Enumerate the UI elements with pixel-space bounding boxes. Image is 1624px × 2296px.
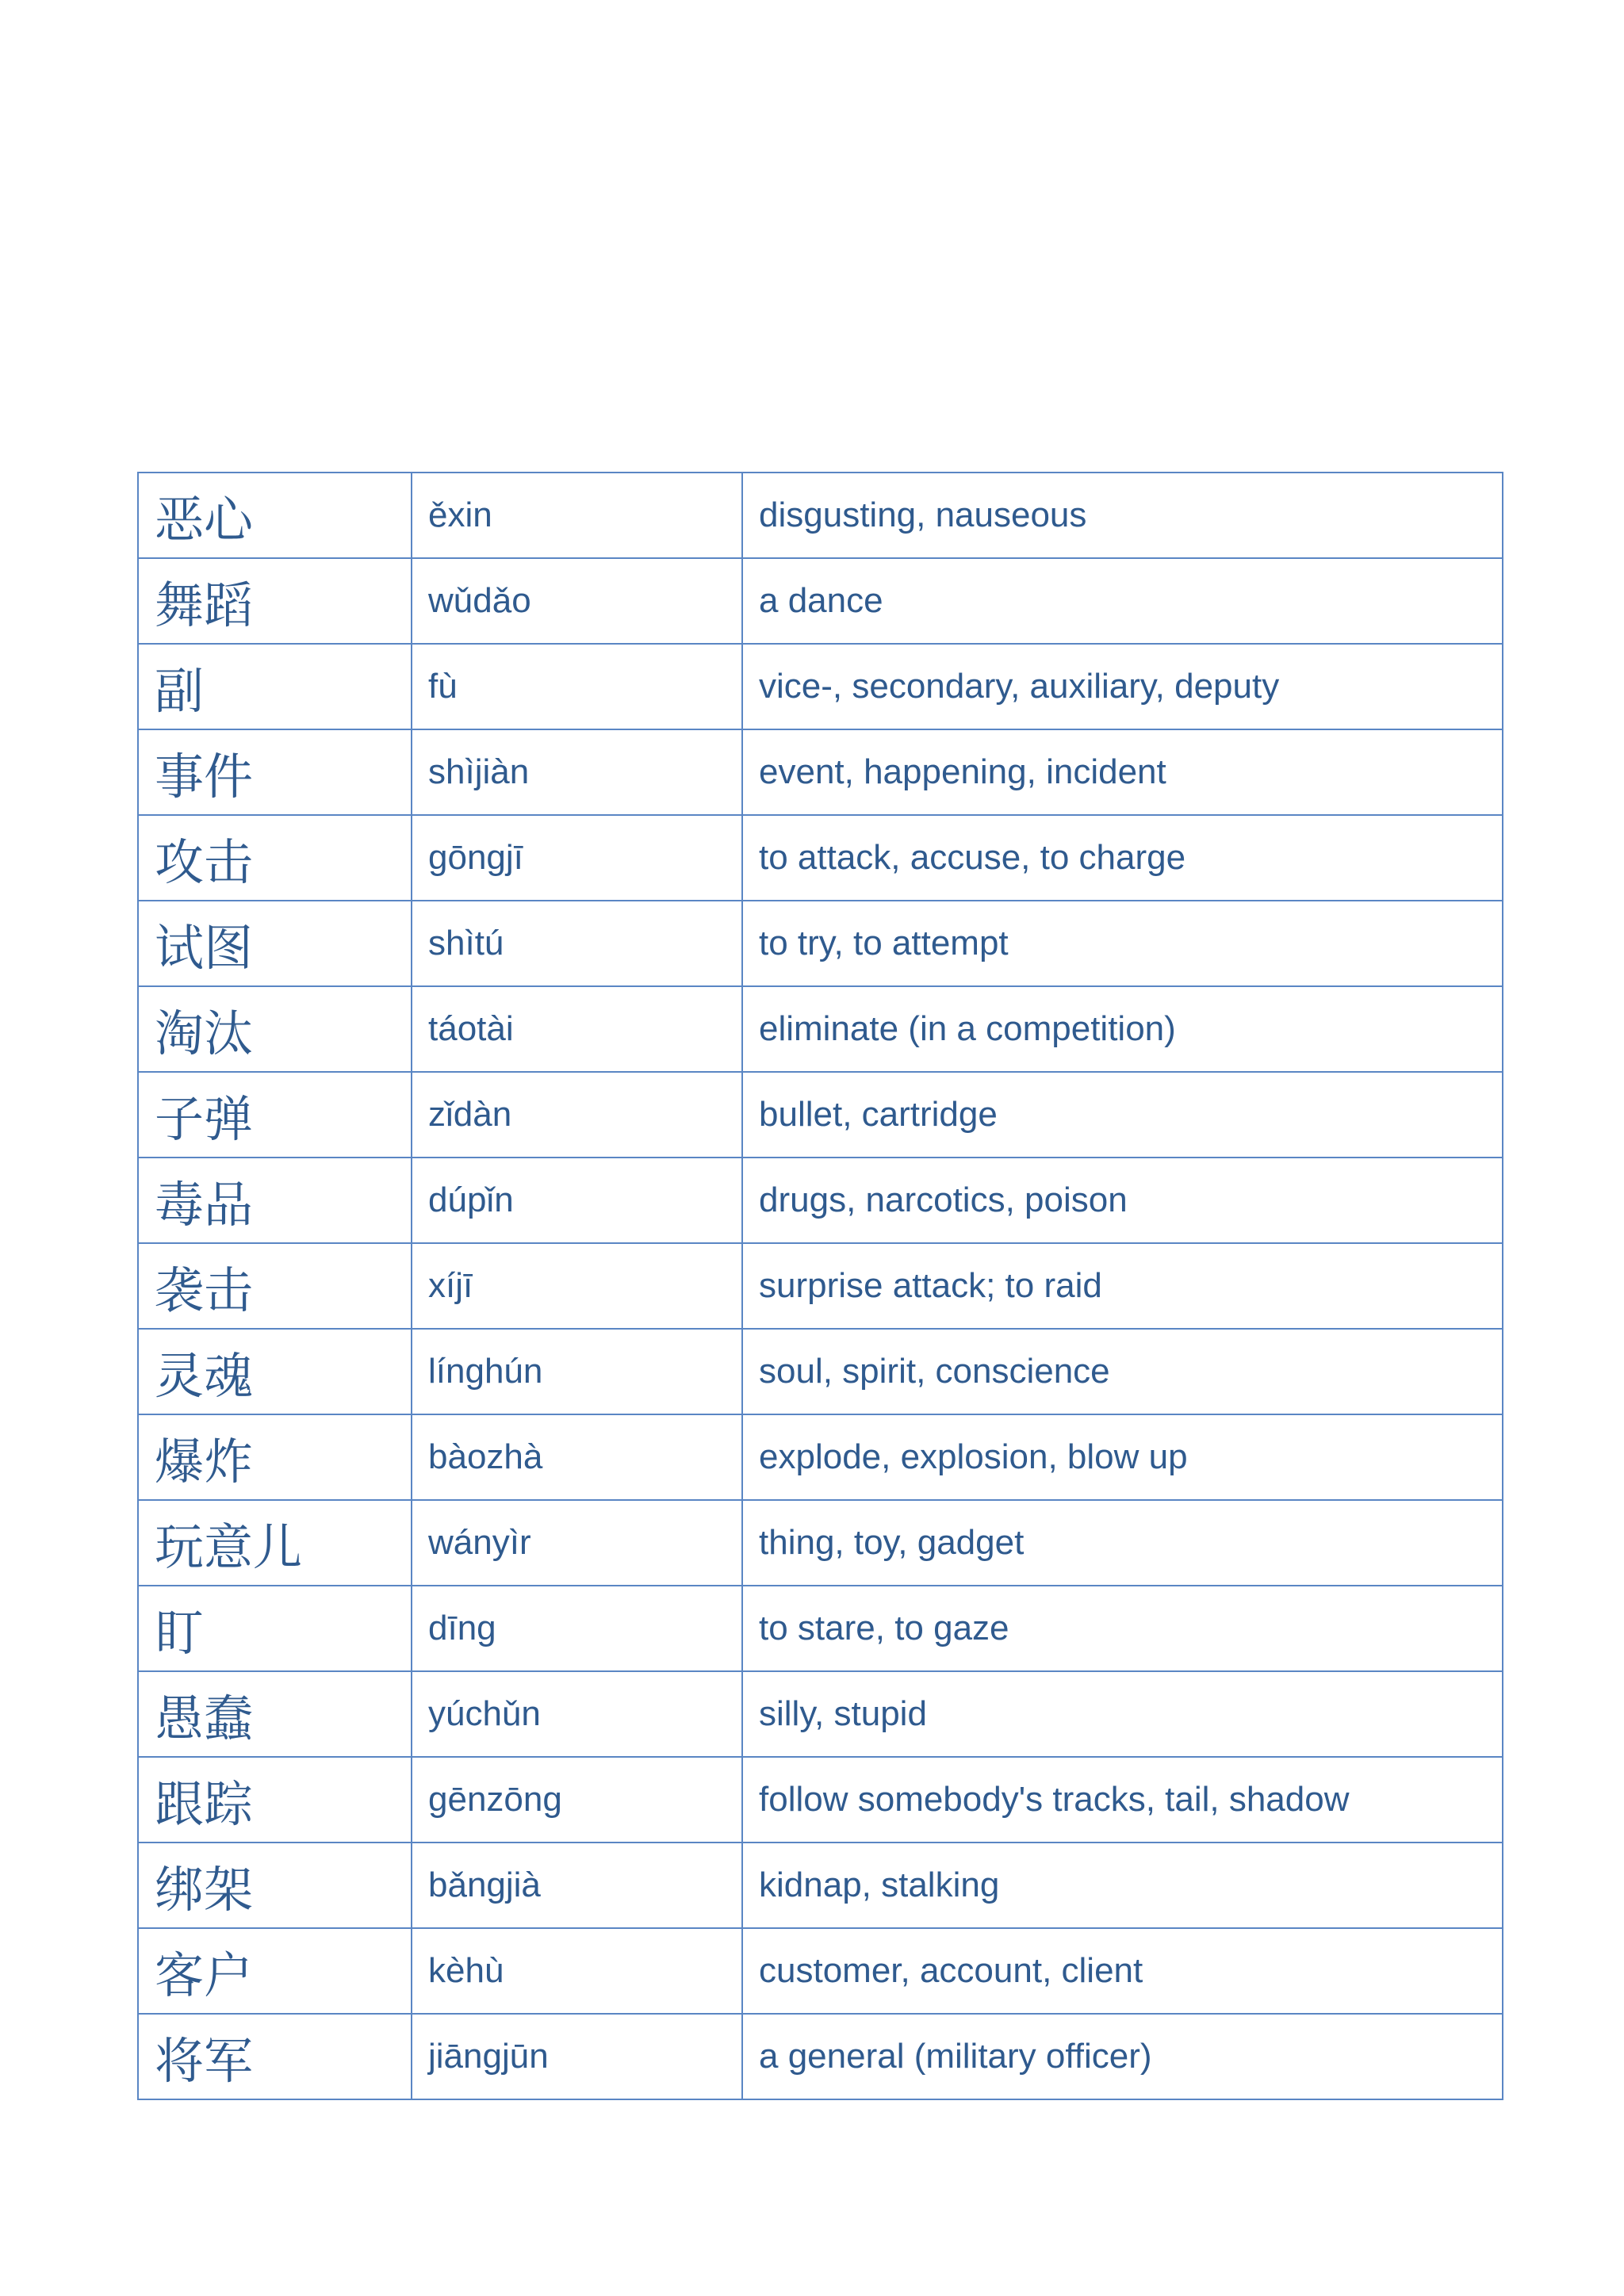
vocab-row (138, 644, 1503, 729)
vocab-row (138, 1329, 1503, 1414)
hanzi-cell: 愚蠢 (138, 1671, 412, 1757)
vocab-row (138, 1928, 1503, 2014)
pinyin-cell: dīng (412, 1586, 742, 1671)
english-cell: vice-, secondary, auxiliary, deputy (742, 644, 1503, 729)
hanzi-cell: 盯 (138, 1586, 412, 1671)
hanzi-cell: 舞蹈 (138, 558, 412, 644)
pinyin-cell: táotài (412, 986, 742, 1072)
pinyin-cell: dúpǐn (412, 1158, 742, 1243)
pinyin-cell: kèhù (412, 1928, 742, 2014)
hanzi-cell: 恶心 (138, 473, 412, 558)
pinyin-cell: shìjiàn (412, 729, 742, 815)
pinyin-cell: jiāngjūn (412, 2014, 742, 2099)
english-cell: to try, to attempt (742, 901, 1503, 986)
pinyin-cell: wǔdǎo (412, 558, 742, 644)
english-cell: kidnap, stalking (742, 1843, 1503, 1928)
english-cell: customer, account, client (742, 1928, 1503, 2014)
hanzi-cell: 袭击 (138, 1243, 412, 1329)
pinyin-cell: zǐdàn (412, 1072, 742, 1158)
english-cell: soul, spirit, conscience (742, 1329, 1503, 1414)
hanzi-cell: 爆炸 (138, 1414, 412, 1500)
english-cell: disgusting, nauseous (742, 473, 1503, 558)
pinyin-cell: xíjī (412, 1243, 742, 1329)
vocab-row (138, 815, 1503, 901)
english-cell: silly, stupid (742, 1671, 1503, 1757)
english-cell: surprise attack; to raid (742, 1243, 1503, 1329)
pinyin-cell: gōngjī (412, 815, 742, 901)
english-cell: drugs, narcotics, poison (742, 1158, 1503, 1243)
hanzi-cell: 试图 (138, 901, 412, 986)
english-cell: bullet, cartridge (742, 1072, 1503, 1158)
pinyin-cell: ěxin (412, 473, 742, 558)
vocabulary-table (137, 472, 1503, 2100)
hanzi-cell: 毒品 (138, 1158, 412, 1243)
pinyin-cell: gēnzōng (412, 1757, 742, 1843)
vocab-row (138, 1072, 1503, 1158)
vocab-row (138, 1414, 1503, 1500)
english-cell: a dance (742, 558, 1503, 644)
vocab-row (138, 1757, 1503, 1843)
hanzi-cell: 客户 (138, 1928, 412, 2014)
vocab-row (138, 558, 1503, 644)
english-cell: a general (military officer) (742, 2014, 1503, 2099)
english-cell: eliminate (in a competition) (742, 986, 1503, 1072)
hanzi-cell: 绑架 (138, 1843, 412, 1928)
english-cell: thing, toy, gadget (742, 1500, 1503, 1586)
vocab-row (138, 729, 1503, 815)
vocab-row (138, 473, 1503, 558)
hanzi-cell: 将军 (138, 2014, 412, 2099)
vocab-row (138, 986, 1503, 1072)
hanzi-cell: 子弹 (138, 1072, 412, 1158)
hanzi-cell: 副 (138, 644, 412, 729)
hanzi-cell: 跟踪 (138, 1757, 412, 1843)
pinyin-cell: línghún (412, 1329, 742, 1414)
vocab-row (138, 1586, 1503, 1671)
hanzi-cell: 淘汰 (138, 986, 412, 1072)
english-cell: event, happening, incident (742, 729, 1503, 815)
hanzi-cell: 玩意儿 (138, 1500, 412, 1586)
vocab-row (138, 1843, 1503, 1928)
pinyin-cell: bǎngjià (412, 1843, 742, 1928)
hanzi-cell: 攻击 (138, 815, 412, 901)
vocab-row (138, 901, 1503, 986)
english-cell: explode, explosion, blow up (742, 1414, 1503, 1500)
vocab-row (138, 2014, 1503, 2099)
vocab-row (138, 1243, 1503, 1329)
hanzi-cell: 事件 (138, 729, 412, 815)
vocab-row (138, 1671, 1503, 1757)
pinyin-cell: fù (412, 644, 742, 729)
vocab-row (138, 1158, 1503, 1243)
hanzi-cell: 灵魂 (138, 1329, 412, 1414)
pinyin-cell: shìtú (412, 901, 742, 986)
english-cell: to stare, to gaze (742, 1586, 1503, 1671)
vocabulary-table-body (138, 473, 1503, 2099)
english-cell: to attack, accuse, to charge (742, 815, 1503, 901)
pinyin-cell: yúchǔn (412, 1671, 742, 1757)
pinyin-cell: bàozhà (412, 1414, 742, 1500)
vocab-row (138, 1500, 1503, 1586)
pinyin-cell: wányìr (412, 1500, 742, 1586)
english-cell: follow somebody's tracks, tail, shadow (742, 1757, 1503, 1843)
